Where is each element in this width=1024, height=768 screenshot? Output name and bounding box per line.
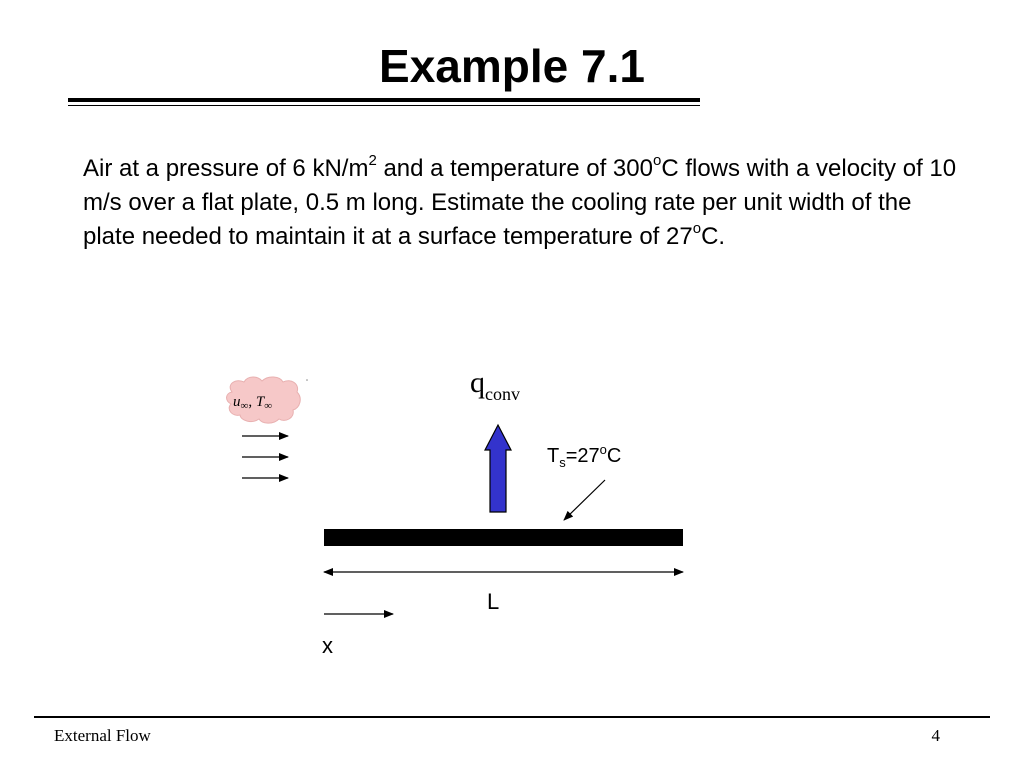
- page-number: 4: [931, 726, 940, 745]
- footer-course-title: External Flow: [54, 726, 151, 745]
- problem-text-4: C.: [701, 223, 726, 250]
- stray-dot: [306, 379, 308, 381]
- problem-text-3: C flows with a velocity of 10 m/s over a flat plate, 0.5 m long. Estimate the cooling rate per unit width of the plate needed to maintain it at a surface temperature of 27: [83, 155, 957, 250]
- problem-sup-3: o: [692, 220, 702, 237]
- heat-flux-arrow: [485, 425, 511, 512]
- problem-sup-1: 2: [368, 152, 377, 169]
- surface-temperature-pointer: [564, 480, 605, 520]
- freestream-label: $u_\infty$, $T_\infty$: [233, 394, 273, 412]
- surface-temperature-label: $T_s=27^oC$: [547, 442, 622, 470]
- problem-sup-2: o: [652, 152, 662, 169]
- problem-text-1: Air at a pressure of 6 kN/m: [83, 155, 369, 182]
- problem-text-2: and a temperature of 300: [376, 155, 653, 182]
- slide-title: Example 7.1: [379, 40, 645, 92]
- x-axis-label: x: [322, 633, 333, 658]
- length-label: L: [487, 589, 500, 614]
- heat-flux-label: $q_{conv}$: [470, 366, 520, 404]
- flat-plate: [324, 529, 683, 546]
- footer-rule: [34, 716, 990, 718]
